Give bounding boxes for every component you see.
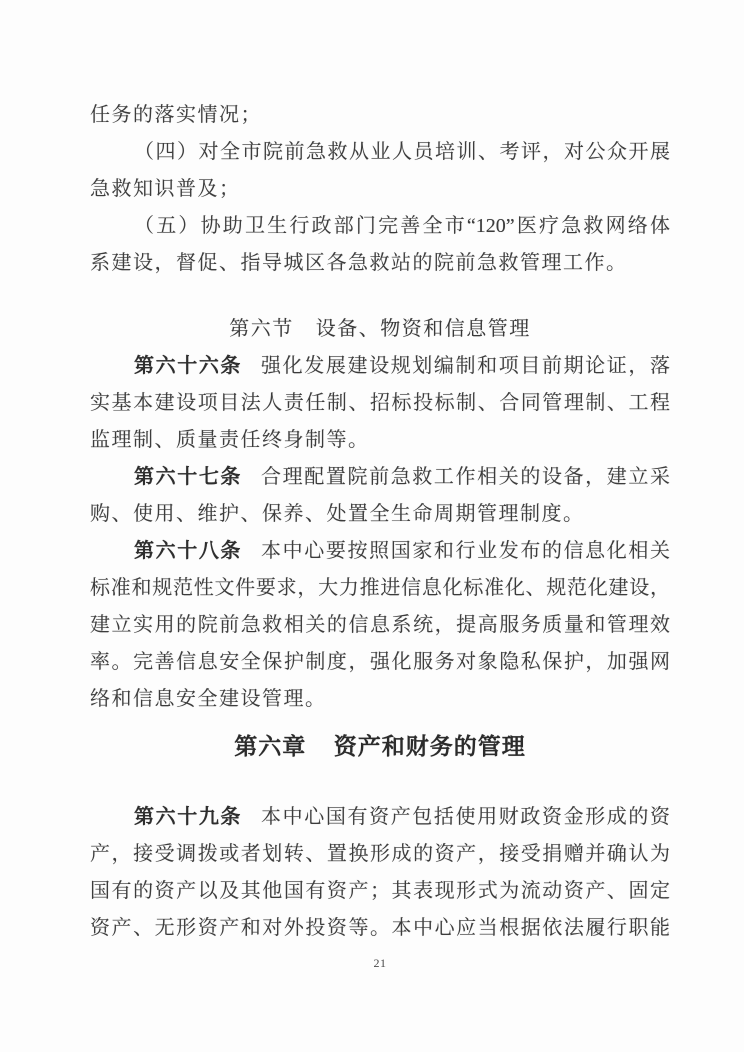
article-line bbox=[90, 799, 670, 836]
body-line: 实基本建设项目法人责任制、招标投标制、合同管理制、工程 bbox=[90, 392, 670, 414]
body-line: 产，接受调拨或者划转、置换形成的资产，接受捐赠并确认为 bbox=[90, 843, 670, 865]
article-line bbox=[90, 533, 670, 570]
article-line bbox=[90, 459, 670, 496]
chapter-heading bbox=[90, 726, 670, 766]
page-number: 21 bbox=[373, 956, 387, 970]
body-line: 购、使用、维护、保养、处置全生命周期管理制度。 bbox=[90, 503, 585, 525]
section-heading bbox=[90, 311, 670, 348]
body-line: 建立实用的院前急救相关的信息系统，提高服务质量和管理效 bbox=[90, 614, 670, 636]
list-item-line: （四）对全市院前急救从业人员培训、考评，对公众开展 bbox=[134, 141, 670, 163]
section-number: 第六节 bbox=[229, 318, 294, 340]
chapter-title: 资产和财务的管理 bbox=[333, 733, 526, 759]
body-line: 系建设，督促、指导城区各急救站的院前急救管理工作。 bbox=[90, 252, 628, 274]
list-item-line: （五）协助卫生行政部门完善全市“120”医疗急救网络体 bbox=[134, 215, 670, 237]
article-text: 强化发展建设规划编制和项目前期论证，落 bbox=[261, 355, 671, 377]
section-title: 设备、物资和信息管理 bbox=[315, 318, 531, 340]
article-number-label: 第六十九条 bbox=[134, 806, 243, 828]
body-line: 率。完善信息安全保护制度，强化服务对象隐私保护，加强网 bbox=[90, 651, 670, 673]
body-line: 国有的资产以及其他国有资产；其表现形式为流动资产、固定 bbox=[90, 880, 670, 902]
article-number-label: 第六十八条 bbox=[134, 540, 243, 562]
article-text: 本中心要按照国家和行业发布的信息化相关 bbox=[261, 540, 671, 562]
body-line: 任务的落实情况； bbox=[90, 104, 262, 126]
body-line: 标准和规范性文件要求，大力推进信息化标准化、规范化建设， bbox=[90, 577, 670, 599]
body-line: 络和信息安全建设管理。 bbox=[90, 688, 327, 710]
body-line: 资产、无形资产和对外投资等。本中心应当根据依法履行职能 bbox=[90, 917, 670, 939]
article-number-label: 第六十六条 bbox=[134, 355, 243, 377]
body-line: 急救知识普及； bbox=[90, 178, 241, 200]
article-number-label: 第六十七条 bbox=[134, 466, 243, 488]
article-text: 本中心国有资产包括使用财政资金形成的资 bbox=[261, 806, 671, 828]
body-line: 监理制、质量责任终身制等。 bbox=[90, 429, 370, 451]
article-text: 合理配置院前急救工作相关的设备，建立采 bbox=[261, 466, 671, 488]
article-line bbox=[90, 348, 670, 385]
chapter-number: 第六章 bbox=[234, 733, 307, 759]
